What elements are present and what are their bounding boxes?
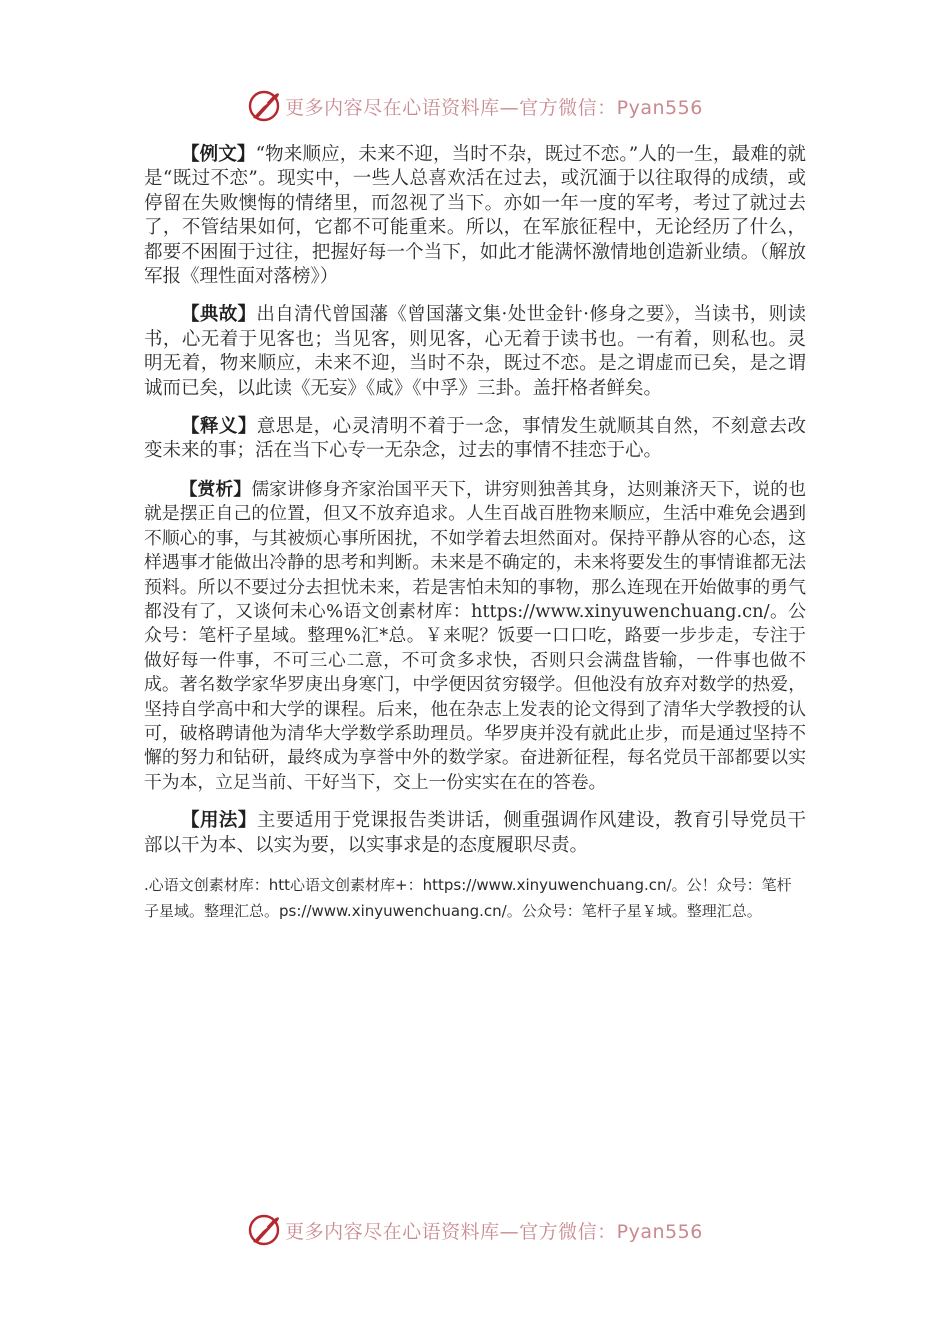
section-text: 意思是，心灵清明不着于一念，事情发生就顺其自然，不刻意去改变未来的事；活在当下心专一无杂念，过去的事情不挂恋于心。: [144, 416, 806, 462]
section-example: [144, 143, 806, 289]
section-label: 【释义】: [181, 416, 257, 438]
section-label: 【用法】: [181, 810, 257, 832]
section-text: 出自清代曾国藩《曾国藩文集·处世金针·修身之要》，当读书，则读书，心无着于见客也；当见客，则见客，心无着于读书也。一有着，则私也。灵明无着，物来顺应，未来不迎，当时不杂，既过不恋。是之谓虚而已矣，是之谓诚而已矣，以此读《无妄》《咸》《中孚》三卦。盖扞格者鲜矣。: [144, 304, 806, 399]
section-usage: [144, 809, 806, 858]
header-banner: [0, 86, 950, 126]
section-label: 【典故】: [181, 304, 257, 326]
section-text: 主要适用于党课报告类讲话，侧重强调作风建设，教育引导党员干部以干为本、以实为要，以实事求是的态度履职尽责。: [144, 810, 806, 856]
article-body: [144, 143, 806, 924]
footer-banner-text: 更多内容尽在心语资料库—官方微信：Pyan556: [285, 1220, 703, 1243]
section-text: “物来顺应，未来不迎，当时不杂，既过不恋。”人的一生，最难的就是“既过不恋”。现实中，一些人总喜欢活在过去，或沉湎于以往取得的成绩，或停留在失败懊悔的情绪里，而忽视了当下。亦如一年一度的军考，考过了就过去了，不管结果如何，它都不可能重来。所以，在军旅征程中，无论经历了什么，都要不困囿于过往，把握好每一个当下，如此才能满怀激情地创造新业绩。（解放军报《理性面对落榜》）: [144, 144, 806, 288]
footnote: .心语文创素材库：htt心语文创素材库+：https://www.xinyuwenchuang.cn/。公！众号：笔杆子星域。整理汇总。ps://www.xinyuwenchuang.cn/。公众号：笔杆子星￥域。整理汇总。: [144, 875, 792, 920]
quill-logo-icon: [247, 1213, 281, 1247]
section-meaning: [144, 415, 806, 464]
header-banner-text: 更多内容尽在心语资料库—官方微信：Pyan556: [285, 96, 703, 119]
footer-banner: [0, 1210, 950, 1250]
quill-logo-icon: [247, 89, 281, 123]
section-appreciation: [144, 478, 806, 795]
section-allusion: [144, 303, 806, 401]
section-text: 儒家讲修身齐家治国平天下，讲穷则独善其身，达则兼济天下，说的也就是摆正自己的位置，但又不放弃追求。人生百战百胜物来顺应，生活中难免会遇到不顺心的事，与其被烦心事所困扰，不如学着去坦然面对。保持平静从容的心态，这样遇事才能做出冷静的思考和判断。未来是不确定的，未来将要发生的事情谁都无法预料。所以不要过分去担忧未来，若是害怕未知的事物，那么连现在开始做事的勇气都没有了，又谈何未心%语文创素材库：https://www.xinyuwenchuang.cn/。公众号：笔杆子星域。整理%汇*总。￥来呢？饭要一口口吃，路要一步步走，专注于做好每一件事，不可三心二意，不可贪多求快，否则只会满盘皆输，一件事也做不成。著名数学家华罗庚出身寒门，中学便因贫穷辍学。但他没有放弃对数学的热爱，坚持自学高中和大学的课程。后来，他在杂志上发表的论文得到了清华大学教授的认可，破格聘请他为清华大学数学系助理员。华罗庚并没有就此止步，而是通过坚持不懈的努力和钻研，最终成为享誉中外的数学家。奋进新征程，每名党员干部都要以实干为本，立足当前、干好当下，交上一份实实在在的答卷。: [144, 478, 806, 793]
section-label: 【赏析】: [179, 478, 252, 500]
section-label: 【例文】: [181, 144, 256, 165]
